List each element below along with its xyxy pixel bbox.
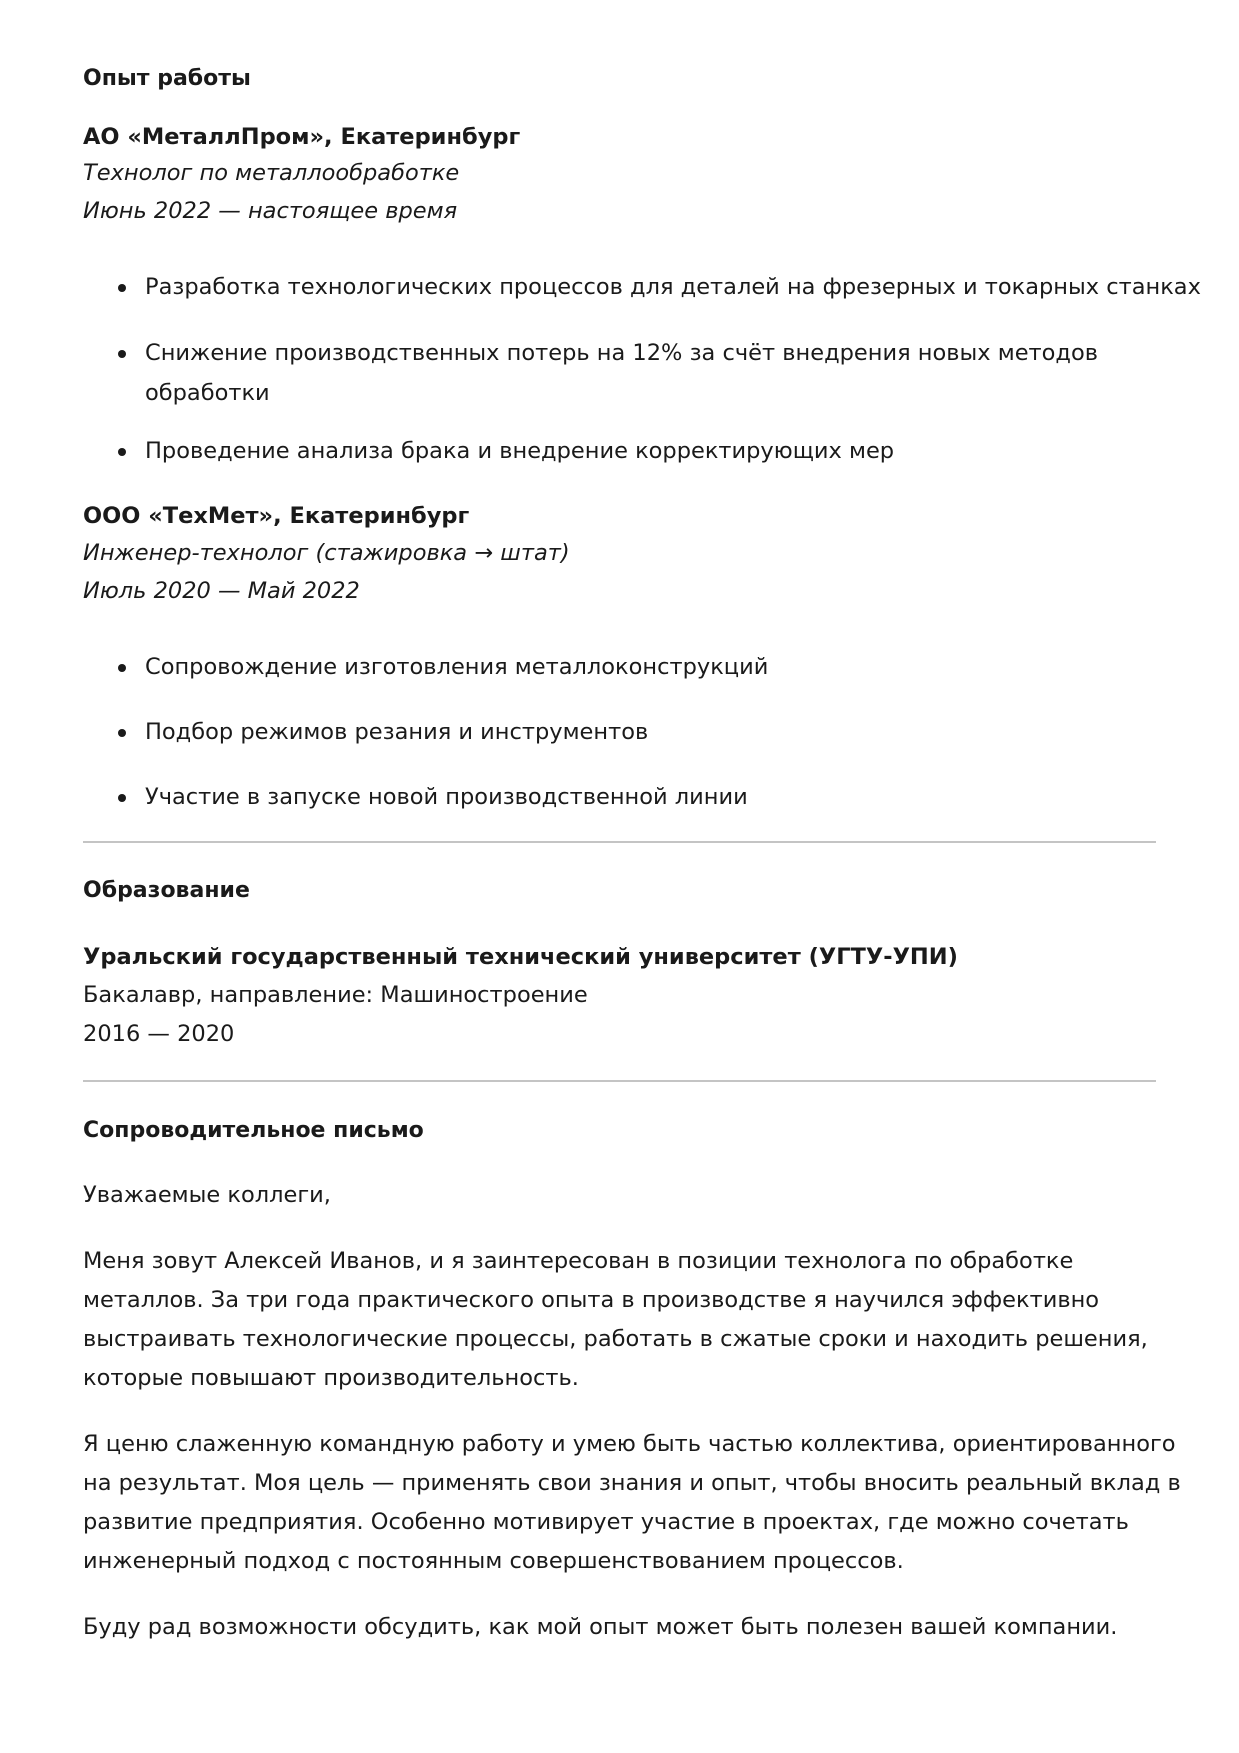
job-period: Июль 2020 — Май 2022 [83,578,360,604]
cover-letter-heading: Сопроводительное письмо [83,1118,424,1143]
experience-heading: Опыт работы [83,66,251,91]
job-company: АО «МеталлПром», Екатеринбург [83,124,521,150]
education-heading: Образование [83,878,250,903]
bullet-icon [118,448,126,456]
bullet-icon [118,664,126,672]
job-position: Технолог по металлообработке [83,160,460,186]
section-divider [83,841,1156,843]
cover-letter-closing: Буду рад возможности обсудить, как мой опыт может быть полезен вашей компании. [83,1614,1118,1640]
bullet-icon [118,284,126,292]
cover-letter-greeting: Уважаемые коллеги, [83,1182,331,1208]
education-institution: Уральский государственный технический университет (УГТУ-УПИ) [83,944,958,970]
bullet-icon [118,729,126,737]
bullet-icon [118,794,126,802]
job-period: Июнь 2022 — настоящее время [83,198,458,224]
bullet-icon [118,350,126,358]
section-divider [83,1080,1156,1082]
job-position: Инженер-технолог (стажировка → штат) [83,540,570,566]
education-degree: Бакалавр, направление: Машиностроение [83,982,588,1008]
education-years: 2016 — 2020 [83,1021,235,1047]
job-company: ООО «ТехМет», Екатеринбург [83,503,470,529]
